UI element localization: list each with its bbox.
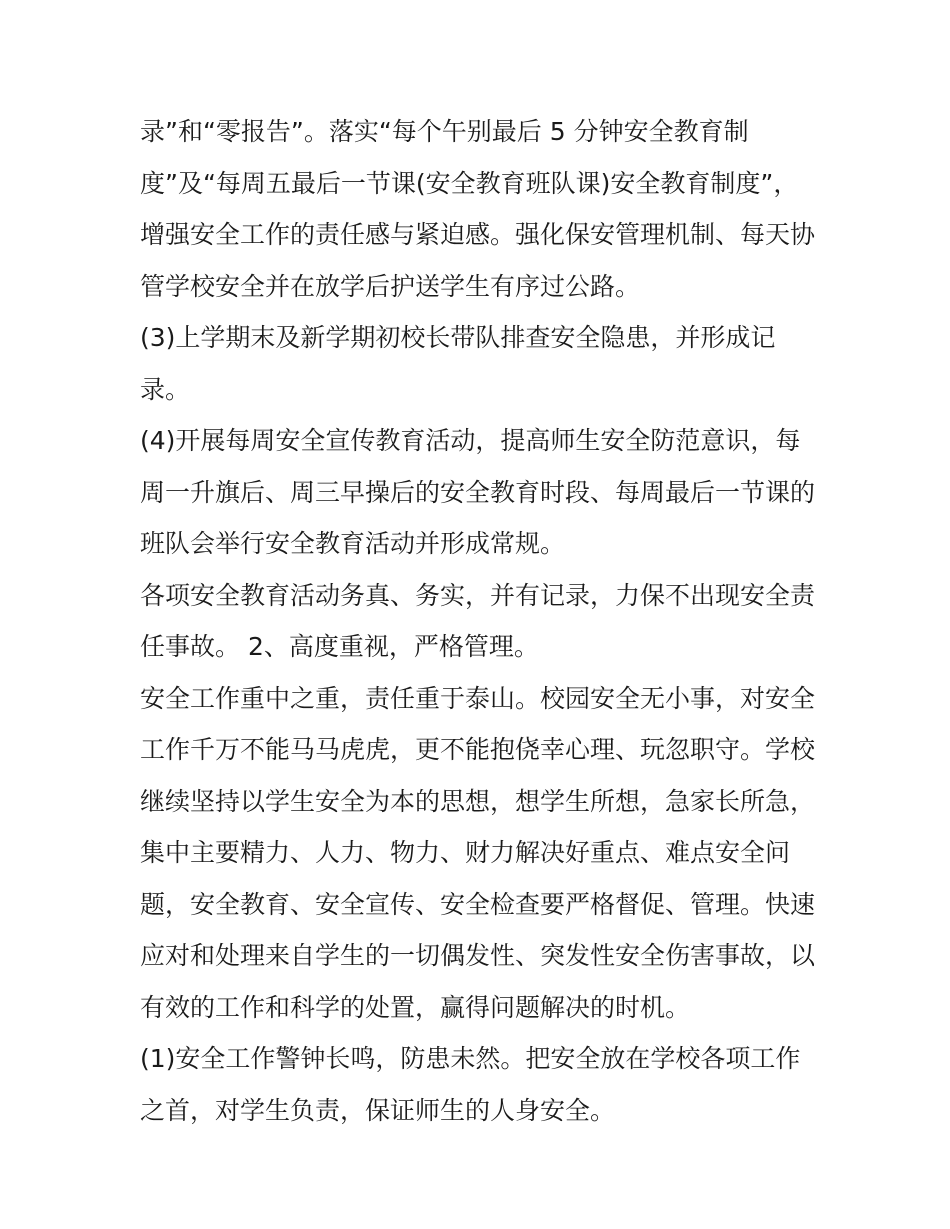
text-line: 之首，对学生负责，保证师生的人身安全。 [140,1095,616,1125]
text-line: 录。 [140,374,191,404]
text-line: 工作千万不能马马虎虎，更不能抱侥幸心理、玩忽职守。学校 [140,735,816,764]
text-line: 各项安全教育活动务真、务实，并有记录，力保不出现安全责 [140,580,816,610]
text-line: 周一升旗后、周三早操后的安全教育时段、每周最后一节课的 [140,477,816,507]
text-line: (3)上学期末及新学期初校长带队排查安全隐患，并形成记 [140,323,776,352]
text-line: 继续坚持以学生安全为本的思想，想学生所想，急家长所急， [140,786,816,816]
text-line: 应对和处理来自学生的一切偶发性、突发性安全伤害事故，以 [140,941,816,970]
text-line: 有效的工作和科学的处置，赢得问题解决的时机。 [140,992,691,1022]
text-line: (4)开展每周安全宣传教育活动，提高师生安全防范意识，每 [140,426,801,455]
text-line: 题，安全教育、安全宣传、安全检查要严格督促、管理。快速 [140,889,816,919]
text-line: 集中主要精力、人力、物力、财力解决好重点、难点安全问 [140,838,791,867]
text-line: 安全工作重中之重，责任重于泰山。校园安全无小事，对安全 [140,683,816,713]
text-line: 增强安全工作的责任感与紧迫感。强化保安管理机制、每天协 [140,220,816,249]
text-line: 管学校安全并在放学后护送学生有序过公路。 [140,271,641,301]
text-line: 度”及“每周五最后一节课(安全教育班队课)安全教育制度”， [140,168,799,198]
text-line: 录”和“零报告”。落实“每个午别最后 5 分钟安全教育制 [140,117,749,146]
text-line: 班队会举行安全教育活动并形成常规。 [140,529,566,558]
text-line: (1)安全工作警钟长鸣，防患未然。把安全放在学校各项工作 [140,1044,801,1073]
body-text [140,106,820,1136]
text-line: 任事故。 2、高度重视，严格管理。 [140,632,539,661]
